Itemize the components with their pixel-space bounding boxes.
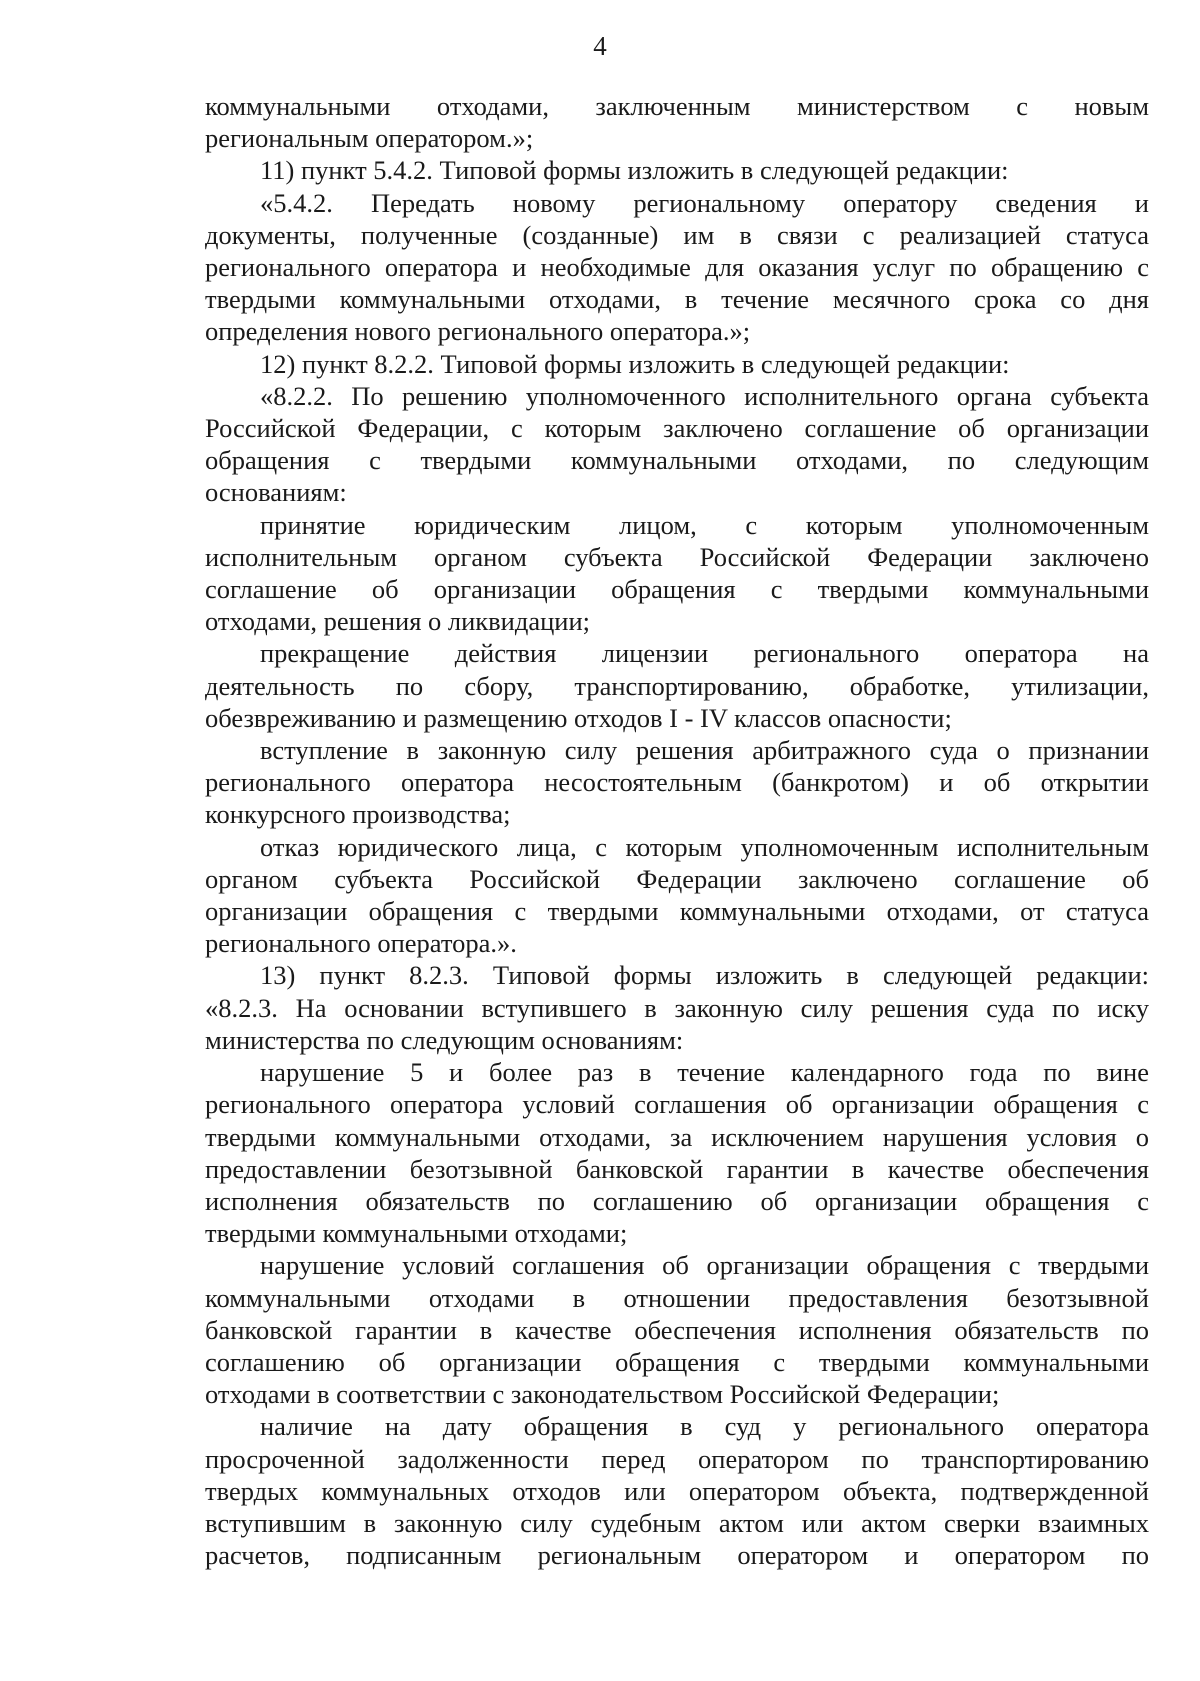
text-line: Российской Федерации, с которым заключено соглашение об организации <box>205 413 1149 444</box>
text-line: «8.2.3. На основании вступившего в законную силу решения суда по иску <box>205 992 1149 1023</box>
paragraph <box>205 380 1149 509</box>
text-line: обезвреживанию и размещению отходов I - IV классов опасности; <box>205 702 952 733</box>
text-line: конкурсного производства; <box>205 799 511 830</box>
text-line: предоставлении безотзывной банковской гарантии в качестве обеспечения <box>205 1153 1149 1184</box>
text-line: принятие юридическим лицом, с которым уполномоченным <box>260 509 1149 540</box>
paragraph <box>205 154 1149 186</box>
text-line: региональным оператором.»; <box>205 123 534 154</box>
text-line: исполнения обязательств по соглашению об организации обращения с <box>205 1185 1149 1216</box>
text-line: соглашению об организации обращения с твердыми коммунальными <box>205 1346 1149 1377</box>
paragraph <box>205 1410 1149 1571</box>
text-line: твердыми коммунальными отходами, за исключением нарушения условия о <box>205 1121 1149 1152</box>
paragraph <box>205 831 1149 960</box>
text-line: вступившим в законную силу судебным актом или актом сверки взаимных <box>205 1507 1149 1538</box>
text-line: прекращение действия лицензии регионального оператора на <box>260 638 1149 669</box>
text-line: регионального оператора условий соглашения об организации обращения с <box>205 1089 1149 1120</box>
text-line: органом субъекта Российской Федерации заключено соглашение об <box>205 863 1149 894</box>
text-line: регионального оператора и необходимые для оказания услуг по обращению с <box>205 252 1149 283</box>
text-line: отказ юридического лица, с которым уполномоченным исполнительным <box>260 831 1149 862</box>
text-line: основаниям: <box>205 477 347 508</box>
text-line: «5.4.2. Передать новому региональному оператору сведения и <box>260 187 1149 218</box>
text-line: твердыми коммунальными отходами; <box>205 1218 628 1249</box>
text-line: 13) пункт 8.2.3. Типовой формы изложить в следующей редакции: <box>260 960 1149 991</box>
paragraph <box>205 187 1149 348</box>
paragraph <box>205 348 1149 380</box>
paragraph <box>205 637 1149 734</box>
paragraph <box>205 959 1149 1056</box>
text-line: соглашение об организации обращения с твердыми коммунальными <box>205 574 1149 605</box>
paragraph <box>205 90 1149 154</box>
paragraph <box>205 1249 1149 1410</box>
paragraph <box>205 1056 1149 1249</box>
text-line: документы, полученные (созданные) им в связи с реализацией статуса <box>205 219 1149 250</box>
text-line: министерства по следующим основаниям: <box>205 1024 684 1055</box>
text-line: регионального оператора.». <box>205 928 517 959</box>
text-line: расчетов, подписанным региональным оператором и оператором по <box>205 1540 1149 1571</box>
paragraph <box>205 509 1149 638</box>
document-body <box>205 90 1149 1571</box>
text-line: отходами, решения о ликвидации; <box>205 606 591 637</box>
text-line: наличие на дату обращения в суд у регионального оператора <box>260 1411 1149 1442</box>
text-line: исполнительным органом субъекта Российской Федерации заключено <box>205 541 1149 572</box>
text-line: банковской гарантии в качестве обеспечения исполнения обязательств по <box>205 1314 1149 1345</box>
text-line: регионального оператора несостоятельным (банкротом) и об открытии <box>205 767 1149 798</box>
text-line: коммунальными отходами в отношении предоставления безотзывной <box>205 1282 1149 1313</box>
text-line: нарушение 5 и более раз в течение календарного года по вине <box>260 1057 1149 1088</box>
text-line: твердых коммунальных отходов или оператором объекта, подтвержденной <box>205 1475 1149 1506</box>
text-line: коммунальными отходами, заключенным министерством с новым <box>205 91 1149 121</box>
text-line: нарушение условий соглашения об организации обращения с твердыми <box>260 1250 1149 1281</box>
text-line: твердыми коммунальными отходами, в течение месячного срока со дня <box>205 284 1149 315</box>
text-line: 12) пункт 8.2.2. Типовой формы изложить в следующей редакции: <box>260 348 1010 379</box>
text-line: просроченной задолженности перед оператором по транспортированию <box>205 1443 1149 1474</box>
text-line: обращения с твердыми коммунальными отходами, по следующим <box>205 445 1149 476</box>
text-line: организации обращения с твердыми коммунальными отходами, от статуса <box>205 896 1149 927</box>
text-line: отходами в соответствии с законодательством Российской Федерации; <box>205 1379 1000 1410</box>
text-line: деятельность по сбору, транспортированию, обработке, утилизации, <box>205 670 1149 701</box>
text-line: определения нового регионального оператора.»; <box>205 316 751 347</box>
page-number: 4 <box>593 31 607 61</box>
paragraph <box>205 734 1149 831</box>
text-line: «8.2.2. По решению уполномоченного исполнительного органа субъекта <box>260 380 1149 411</box>
text-line: вступление в законную силу решения арбитражного суда о признании <box>260 735 1149 766</box>
text-line: 11) пункт 5.4.2. Типовой формы изложить в следующей редакции: <box>260 155 1009 186</box>
